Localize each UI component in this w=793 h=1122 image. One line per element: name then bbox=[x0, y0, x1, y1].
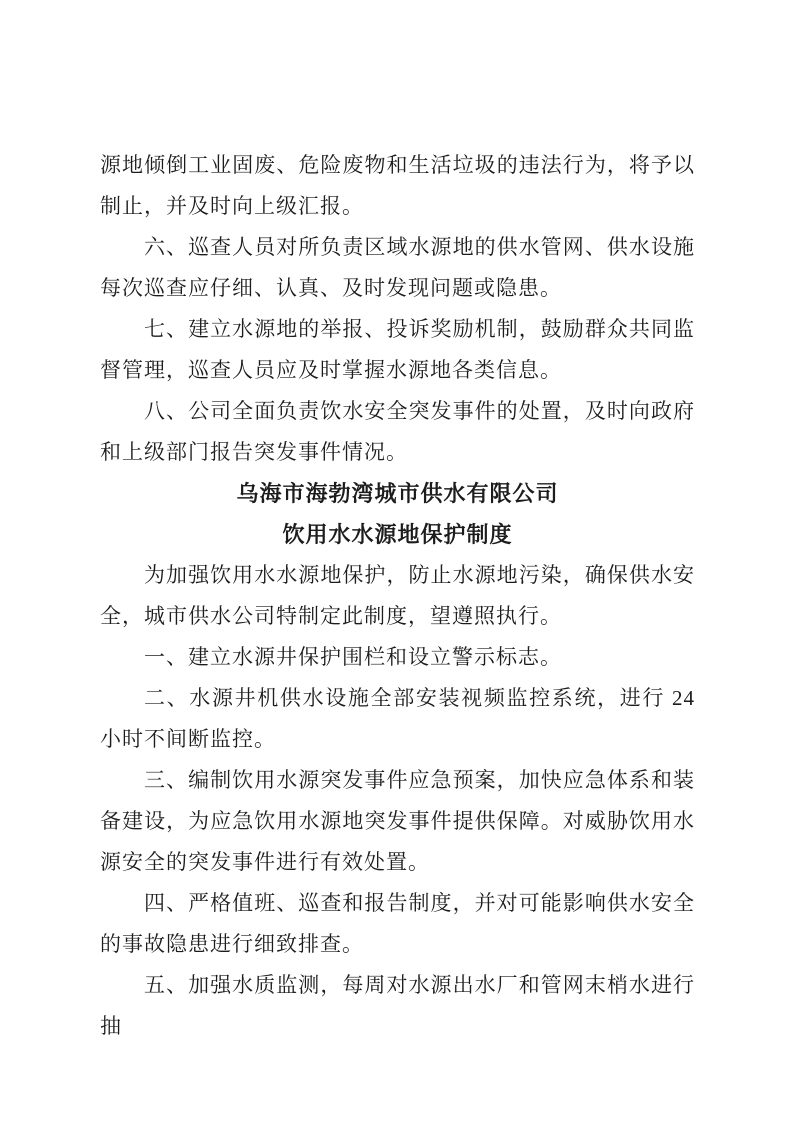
paragraph-item-8: 八、公司全面负责饮水安全突发事件的处置，及时向政府和上级部门报告突发事件情况。 bbox=[100, 399, 695, 464]
paragraph-rule-2: 二、水源井机供水设施全部安装视频监控系统，进行 24 小时不间断监控。 bbox=[100, 686, 695, 751]
heading-document-title: 饮用水水源地保护制度 bbox=[282, 522, 513, 547]
paragraph-item-7: 七、建立水源地的举报、投诉奖励机制，鼓励群众共同监督管理，巡查人员应及时掌握水源地各类信息。 bbox=[100, 317, 695, 382]
paragraph-rule-5-cutoff: 五、加强水质监测，每周对水源出水厂和管网末梢水进行抽 bbox=[100, 973, 695, 1038]
paragraph-continuation-item5: 源地倾倒工业固废、危险废物和生活垃圾的违法行为，将予以制止，并及时向上级汇报。 bbox=[100, 153, 695, 218]
document-content bbox=[100, 145, 695, 1047]
paragraph-rule-4: 四、严格值班、巡查和报告制度，并对可能影响供水安全的事故隐患进行细致排查。 bbox=[100, 891, 695, 956]
paragraph-rule-1: 一、建立水源井保护围栏和设立警示标志。 bbox=[144, 645, 562, 669]
heading-company-name: 乌海市海勃湾城市供水有限公司 bbox=[236, 481, 559, 506]
paragraph-preamble: 为加强饮用水水源地保护，防止水源地污染，确保供水安全，城市供水公司特制定此制度，望遵照执行。 bbox=[100, 563, 695, 628]
paragraph-item-6: 六、巡查人员对所负责区域水源地的供水管网、供水设施每次巡查应仔细、认真、及时发现问题或隐患。 bbox=[100, 235, 695, 300]
paragraph-rule-3: 三、编制饮用水源突发事件应急预案，加快应急体系和装备建设，为应急饮用水源地突发事件提供保障。对威胁饮用水源安全的突发事件进行有效处置。 bbox=[100, 768, 695, 874]
